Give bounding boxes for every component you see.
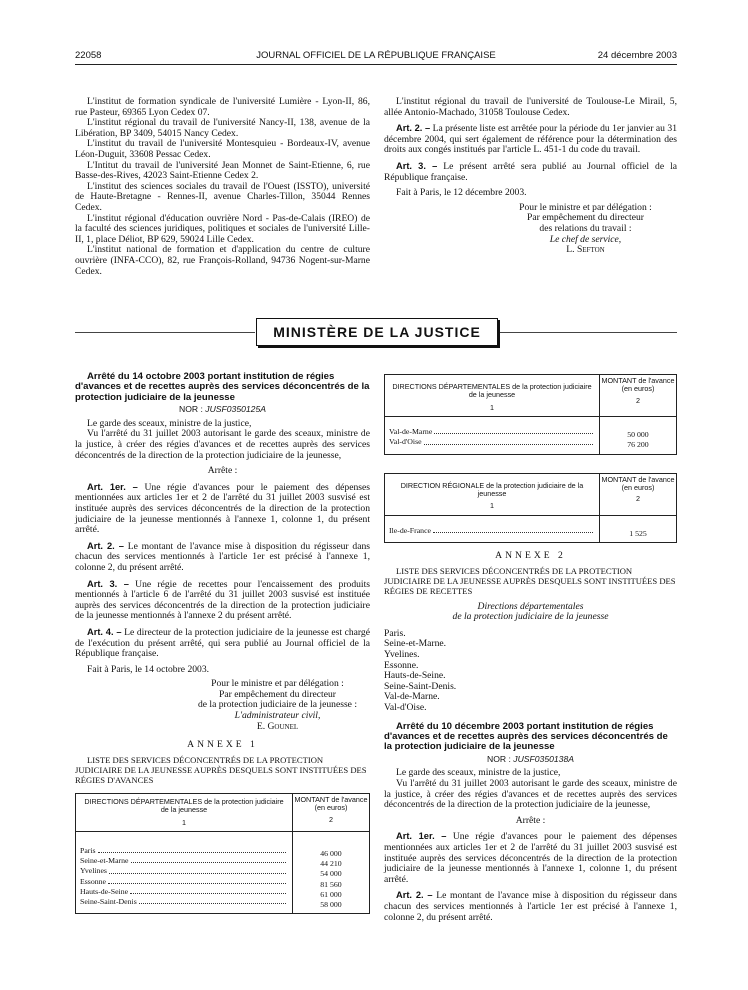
column-header: MONTANT de l'avance (en euros) (294, 794, 368, 813)
amount: 50 000 (627, 430, 649, 440)
annexe-2-list (384, 629, 677, 714)
amount: 54 000 (320, 869, 342, 879)
annexe-1-table-continued (384, 374, 677, 455)
table-header (385, 474, 676, 516)
institute-item: L'institut régional du travail de l'université Nancy-II, 138, avenue de la Libération, BP 3409, 54015 Nancy Cedex. (75, 117, 370, 139)
list-item: Val-de-Marne. (384, 691, 440, 703)
amount: 44 210 (320, 859, 342, 869)
paragraph: Vu l'arrêté du 31 juillet 2003 autorisant le garde des sceaux, ministre de la justice, à créer des régies d'avances et de recettes auprès des services déconcentrés de la direction de la protection judiciaire de la jeunesse, (75, 428, 370, 461)
table-row: Seine-et-Marne (80, 856, 288, 866)
signature-line: L'administrateur civil, (234, 710, 321, 722)
column-header: DIRECTION RÉGIONALE de la protection judiciaire de la jeunesse (400, 480, 584, 499)
decree-title: Arrêté du 10 décembre 2003 portant institution de régies d'avances et de recettes auprès des services déconcentrés de la protection judiciaire de la jeunesse (384, 720, 668, 753)
article-4: Art. 4. – Le directeur de la protection judiciaire de la jeunesse est chargé de l'exécution du présent arrêté, qui sera publié au Journal officiel de la République française. (75, 626, 370, 660)
article-1: Art. 1er. – Une régie d'avances pour le paiement des dépenses mentionnées aux articles 1er et 2 de l'arrêté du 31 juillet 2003 susvisé est instituée auprès des services déconcentrés de la direction de la protection judiciaire de la jeunesse mentionnés à l'annexe 1, colonne 1, du présent arrêté. (75, 481, 370, 536)
signature-line: Par empêchement du directeur (527, 212, 644, 224)
decree-1 (75, 372, 370, 914)
article-3: Art. 3. – Une régie de recettes pour l'encaissement des produits mentionnés à l'article 6 de l'arrêté du 31 juillet 2003 susvisé est instituée auprès des services déconcentrés de la direction de la protection judiciaire de la jeunesse mentionnés à l'annexe 2 du présent arrêté. (75, 578, 370, 622)
divider (497, 332, 677, 333)
institute-item: L'institut régional d'éducation ouvrière Nord - Pas-de-Calais (IREO) de la faculté des sciences juridiques, politiques et sociales de l'université Lille-II, 1, place Déliot, BP 629, 59024 Lille Cedex. (75, 212, 370, 245)
table-row: Ile-de-France (389, 526, 595, 536)
arrete-label: Arrête : (207, 465, 238, 477)
table-row: Val-de-Marne (389, 427, 595, 437)
column-header: MONTANT de l'avance (en euros) (601, 474, 675, 493)
column-header: DIRECTIONS DÉPARTEMENTALES de la protection judiciaire de la jeunesse (84, 796, 284, 815)
nor-reference: NOR : JUSF0350125A (179, 404, 266, 415)
article-1: Art. 1er. – Une régie d'avances pour le paiement des dépenses mentionnées aux articles 1er et 2 de l'arrêté du 31 juillet 2003 susvisé est instituée auprès des services déconcentrés de la direction de la protection judiciaire de la jeunesse mentionnés à l'annexe 1, colonne 1, du présent arrêté. (384, 831, 677, 885)
list-item: Seine-et-Marne. (384, 638, 447, 650)
column-header: DIRECTIONS DÉPARTEMENTALES de la protection judiciaire de la jeunesse (392, 382, 592, 400)
table-row: Essonne (80, 877, 288, 887)
annexe-2-caption: LISTE DES SERVICES DÉCONCENTRÉS DE LA PROTECTION JUDICIAIRE DE LA JEUNESSE AUPRÈS DESQUELS SONT INSTITUÉES DES RÉGIES DE RECETTES (384, 565, 676, 596)
issue-date: 24 décembre 2003 (597, 50, 677, 61)
annexe-2-title: ANNEXE 2 (495, 550, 566, 562)
signature-line: Pour le ministre et par délégation : (519, 201, 652, 213)
article-2 (384, 123, 677, 156)
signature-line: de la protection judiciaire de la jeunesse : (197, 699, 358, 711)
institute-item: L'institut national de formation et d'application du centre de culture ouvrière (INFA-CCO), 82, rue François-Rolland, 94736 Nogent-sur-Marne Cedex. (75, 244, 370, 277)
journal-title: JOURNAL OFFICIEL DE LA RÉPUBLIQUE FRANÇAISE (256, 50, 496, 61)
signatory-name: E. Gounel (256, 720, 299, 732)
annexe-1-caption: LISTE DES SERVICES DÉCONCENTRÉS DE LA PROTECTION JUDICIAIRE DE LA JEUNESSE AUPRÈS DESQUELS SONT INSTITUÉES DES RÉGIES D'AVANCES (75, 754, 367, 785)
article-text: Le présent arrêté sera publié au Journal officiel de la République française. (384, 160, 677, 183)
list-item: Essonne. (384, 659, 419, 671)
paragraph: Vu l'arrêté du 31 juillet 2003 autorisant le garde des sceaux, ministre de la justice, à créer des régies d'avances et de recettes auprès des services déconcentrés de la direction de la protection judiciaire de la jeunesse, (384, 777, 677, 811)
annexe-1-table (75, 793, 370, 914)
table-row: Paris (80, 846, 288, 856)
annexe-2-subheading: Directions départementales de la protection judiciaire de la jeunesse (452, 600, 609, 623)
table-header (76, 794, 369, 832)
article-label: Art. 2. – (396, 123, 431, 134)
article-3 (384, 161, 677, 183)
column-number: 1 (490, 402, 494, 412)
list-item: Yvelines. (384, 649, 420, 661)
right-top-column (384, 97, 677, 256)
table-row: Val-d'Oise (389, 437, 595, 447)
annexe-1-regional-table (384, 473, 677, 543)
arrete-label: Arrête : (515, 814, 546, 826)
signature-line: des relations du travail : (539, 222, 632, 234)
article-2: Art. 2. – Le montant de l'avance mise à disposition du régisseur dans chacun des services mentionnés à l'article 1er est précisé à l'annexe 1, colonne 2, du présent arrêté. (75, 540, 370, 573)
decree-title: Arrêté du 14 octobre 2003 portant institution de régies d'avances et de recettes auprès des services déconcentrés de la protection judiciaire de la jeunesse (75, 371, 370, 403)
table-row: Hauts-de-Seine (80, 887, 288, 897)
done-at: Fait à Paris, le 14 octobre 2003. (87, 663, 210, 675)
table-row: Yvelines (80, 866, 288, 876)
nor-reference: NOR : JUSF0350138A (487, 753, 574, 764)
list-item: Val-d'Oise. (384, 701, 427, 713)
paragraph: Le garde des sceaux, ministre de la justice, (87, 417, 252, 429)
list-item: Paris. (384, 627, 406, 639)
list-item: Seine-Saint-Denis. (384, 680, 457, 692)
done-at: Fait à Paris, le 12 décembre 2003. (396, 187, 527, 199)
institute-item: L'institut régional du travail de l'université de Toulouse-Le Mirail, 5, allée Antonio-Machado, 31058 Toulouse Cedex. (384, 96, 677, 118)
amount: 81 560 (320, 879, 342, 889)
column-header: MONTANT de l'avance (en euros) (601, 376, 675, 394)
signatory-name: L. Sefton (566, 244, 605, 256)
table-header (385, 375, 676, 417)
column-number: 2 (636, 395, 640, 405)
nor-code: JUSF0350125A (205, 404, 266, 415)
signature-line: Par empêchement du directeur (219, 688, 336, 700)
amount: 1 525 (629, 528, 647, 538)
page-header (75, 50, 677, 64)
left-top-column (75, 97, 370, 277)
institute-item: L'Intitut du travail de l'université Jean Monnet de Saint-Etienne, 6, rue Basse-des-Rives, 42023 Saint-Etienne Cedex 2. (75, 159, 370, 182)
signature-line: Le chef de service, (549, 233, 622, 245)
annexe-1-title: ANNEXE 1 (187, 739, 258, 751)
paragraph: Le garde des sceaux, ministre de la justice, (396, 767, 561, 779)
article-label: Art. 3. – (396, 160, 438, 171)
nor-code: JUSF0350138A (513, 753, 574, 764)
amount: 76 200 (627, 440, 649, 450)
institute-item: L'institut de formation syndicale de l'université Lumière - Lyon-II, 86, rue Pasteur, 69365 Lyon Cedex 07. (75, 96, 370, 118)
list-item: Hauts-de-Seine. (384, 670, 446, 682)
institute-item: L'institut du travail de l'université Montesquieu - Bordeaux-IV, avenue Léon-Duguit, 33608 Pessac Cedex. (75, 138, 370, 160)
signature-block (384, 203, 677, 256)
header-rule (75, 64, 677, 65)
amount: 61 000 (320, 889, 342, 899)
amount: 58 000 (320, 900, 342, 910)
article-2: Art. 2. – Le montant de l'avance mise à disposition du régisseur dans chacun des services mentionnés à l'article 1er est précisé à l'annexe 1, colonne 2, du présent arrêté. (384, 890, 677, 923)
column-number: 1 (182, 817, 186, 827)
signature-line: Pour le ministre et par délégation : (211, 678, 344, 690)
divider (75, 332, 255, 333)
table-row: Seine-Saint-Denis (80, 897, 288, 907)
ministry-banner: MINISTÈRE DE LA JUSTICE (256, 318, 498, 346)
column-number: 1 (490, 501, 494, 511)
signature-block (185, 679, 370, 732)
institute-item: L'institut des sciences sociales du travail de l'Ouest (ISSTO), université de Haute-Bretagne - Rennes-II, avenue Charles-Tillon, 35044 Rennes Cedex. (75, 180, 370, 213)
page-number: 22058 (75, 50, 102, 61)
right-lower-column (384, 374, 677, 923)
decree-2 (384, 722, 677, 924)
column-number: 2 (636, 494, 640, 504)
amount: 46 000 (320, 849, 342, 859)
column-number: 2 (329, 814, 333, 824)
article-text: La présente liste est arrêtée pour la période du 1er janvier au 31 décembre 2004, qui sert également de référence pour la détermination des droits aux congés institués par l'article L. 451-1 du code du travail. (384, 123, 677, 156)
